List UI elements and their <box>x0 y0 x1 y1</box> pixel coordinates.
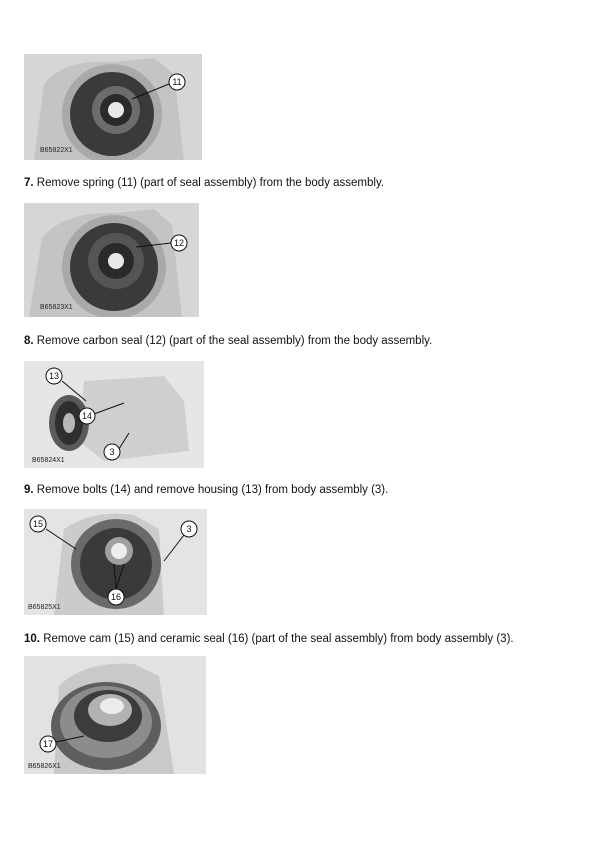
step-9-text: Remove bolts (14) and remove housing (13) from body assembly (3). <box>33 484 389 496</box>
step-10 <box>24 632 514 646</box>
figure-2-photo <box>24 203 199 317</box>
figure-3-photo <box>24 361 204 468</box>
figure-3-callout-14: 14 <box>81 411 93 421</box>
step-8-text: Remove carbon seal (12) (part of the seal assembly) from the body assembly. <box>33 335 433 347</box>
step-8 <box>24 334 432 348</box>
figure-4-photo <box>24 509 207 615</box>
step-7 <box>24 176 384 190</box>
figure-3-callout-13: 13 <box>48 371 60 381</box>
step-7-text: Remove spring (11) (part of seal assembly) from the body assembly. <box>33 177 385 189</box>
figure-4-callout-3: 3 <box>186 524 192 534</box>
figure-2-callout-12: 12 <box>173 238 185 248</box>
figure-4-callout-16: 16 <box>110 592 122 602</box>
figure-4-code: B65825X1 <box>28 604 61 611</box>
figure-1-photo <box>24 54 202 160</box>
figure-3-code: B65824X1 <box>32 457 65 464</box>
step-10-number: 10. <box>24 633 40 645</box>
figure-5-callout-17: 17 <box>42 739 54 749</box>
step-9-number: 9. <box>24 484 34 496</box>
figure-4-callout-15: 15 <box>32 519 44 529</box>
step-7-number: 7. <box>24 177 34 189</box>
figure-1-callout-11: 11 <box>172 77 182 87</box>
figure-1-code: B65822X1 <box>40 147 73 154</box>
step-9 <box>24 483 388 497</box>
step-10-text: Remove cam (15) and ceramic seal (16) (part of the seal assembly) from body assembly (3). <box>40 633 514 645</box>
step-8-number: 8. <box>24 335 34 347</box>
figure-3-callout-3: 3 <box>109 447 115 457</box>
figure-5-photo <box>24 656 206 774</box>
figure-5-code: B65826X1 <box>28 763 61 770</box>
figure-2-code: B65823X1 <box>40 304 73 311</box>
